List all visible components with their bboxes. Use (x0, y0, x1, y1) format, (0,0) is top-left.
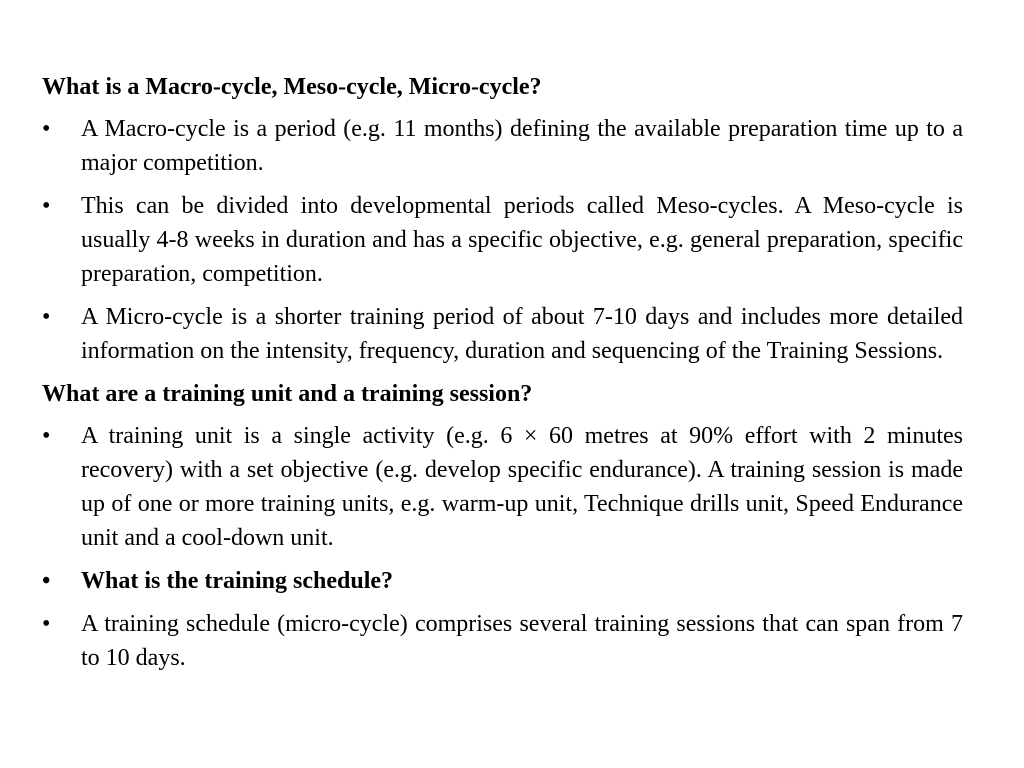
bullet-meso-cycle (42, 189, 963, 291)
bullet-training-schedule (42, 607, 963, 675)
bullet-text: A Macro-cycle is a period (e.g. 11 months) defining the available preparation time up to a major competition. (81, 116, 963, 176)
slide-content (42, 70, 963, 684)
bullet-symbol: • (42, 423, 51, 449)
section-heading-training-unit: What are a training unit and a training session? (42, 381, 533, 407)
bullet-training-unit (42, 419, 963, 555)
bullet-text: A training unit is a single activity (e.g. 6 × 60 metres at 90% effort with 2 minutes recovery) with a set objective (e.g. develop specific endurance). A training session is made up of one or more training units, e.g. warm-up unit, Technique drills unit, Speed Endurance unit and a cool-down unit. (81, 423, 963, 551)
bullet-symbol: • (42, 193, 51, 219)
bullet-text: This can be divided into developmental periods called Meso-cycles. A Meso-cycle is usually 4-8 weeks in duration and has a specific objective, e.g. general preparation, specific preparation, competition. (81, 193, 963, 287)
bullet-text: A training schedule (micro-cycle) comprises several training sessions that can span from 7 to 10 days. (81, 611, 963, 671)
bullet-schedule-question (42, 564, 963, 598)
bullet-text: A Micro-cycle is a shorter training period of about 7-10 days and includes more detailed information on the intensity, frequency, duration and sequencing of the Training Sessions. (81, 304, 963, 364)
bullet-symbol: • (42, 304, 51, 330)
bullet-symbol: • (42, 116, 51, 142)
bullet-macro-cycle (42, 112, 963, 180)
bullet-symbol: • (42, 568, 51, 594)
bullet-micro-cycle (42, 300, 963, 368)
section-heading-cycles: What is a Macro-cycle, Meso-cycle, Micro-cycle? (42, 74, 542, 100)
bullet-symbol: • (42, 611, 51, 637)
bullet-text: What is the training schedule? (81, 568, 394, 594)
